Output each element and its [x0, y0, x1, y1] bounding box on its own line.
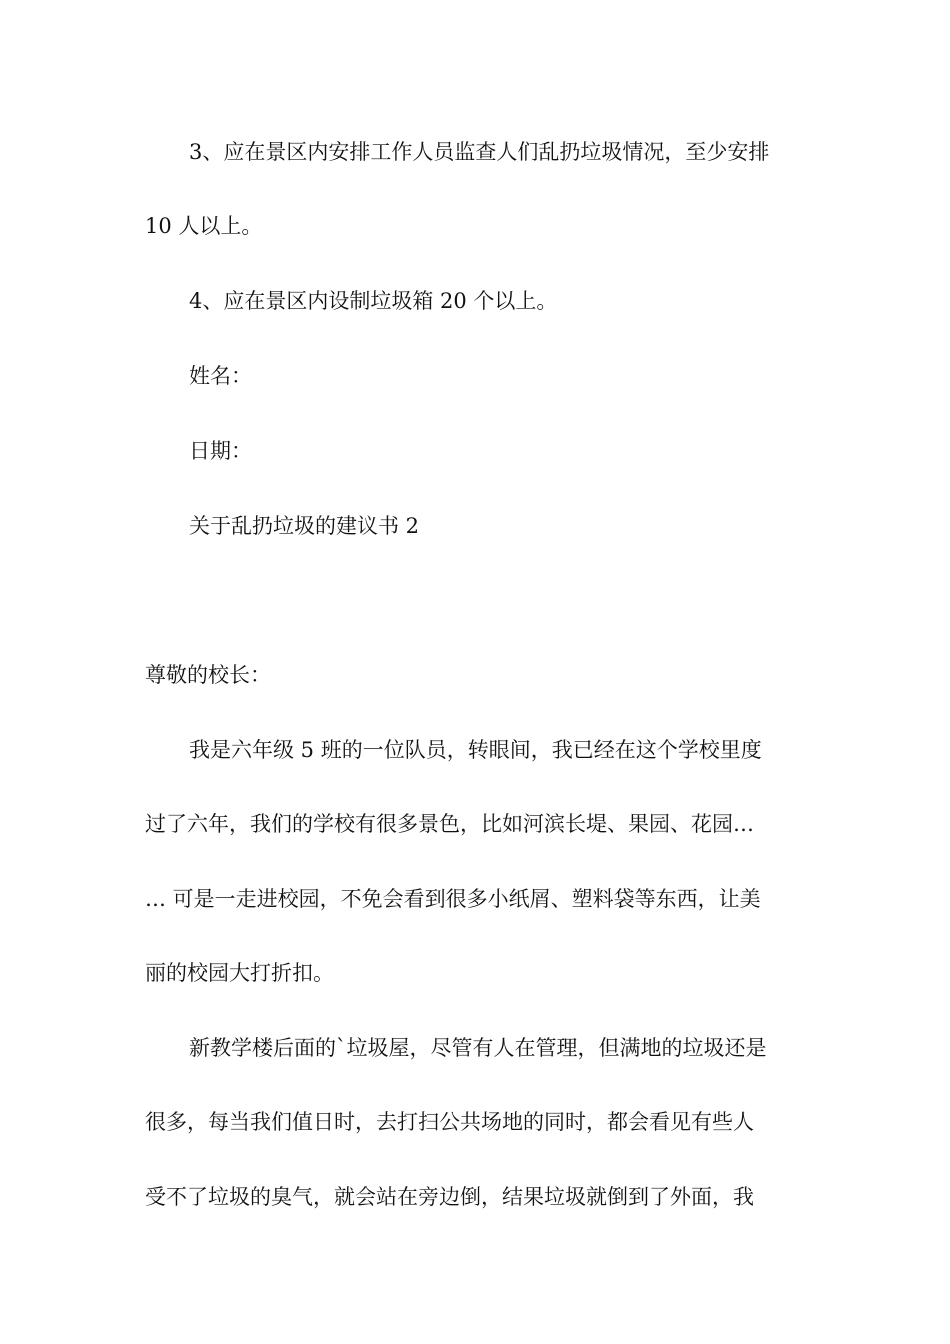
date-label: 日期： — [189, 439, 252, 463]
salutation: 尊敬的校长： — [145, 663, 271, 687]
paragraph-1-line-1: 我是六年级 5 班的一位队员，转眼间，我已经在这个学校里度 — [189, 738, 762, 762]
name-label: 姓名： — [189, 364, 252, 388]
section-title: 关于乱扔垃圾的建议书 2 — [189, 514, 420, 538]
paragraph-1-line-2: 过了六年，我们的学校有很多景色，比如河滨长堤、果园、花园… — [145, 812, 754, 836]
list-item-3-line-2: 10 人以上。 — [145, 214, 263, 238]
paragraph-2-line-1: 新教学楼后面的`垃圾屋，尽管有人在管理，但满地的垃圾还是 — [189, 1036, 767, 1060]
list-item-3-line-1: 3、应在景区内安排工作人员监查人们乱扔垃圾情况，至少安排 — [189, 140, 770, 164]
list-item-4: 4、应在景区内设制垃圾箱 20 个以上。 — [189, 289, 558, 313]
paragraph-2-line-3: 受不了垃圾的臭气，就会站在旁边倒，结果垃圾就倒到了外面，我 — [145, 1185, 754, 1209]
paragraph-1-line-3: … 可是一走进校园，不免会看到很多小纸屑、塑料袋等东西，让美 — [145, 887, 761, 911]
paragraph-1-line-4: 丽的校园大打折扣。 — [145, 961, 334, 985]
paragraph-2-line-2: 很多，每当我们值日时，去打扫公共场地的同时，都会看见有些人 — [145, 1110, 754, 1134]
